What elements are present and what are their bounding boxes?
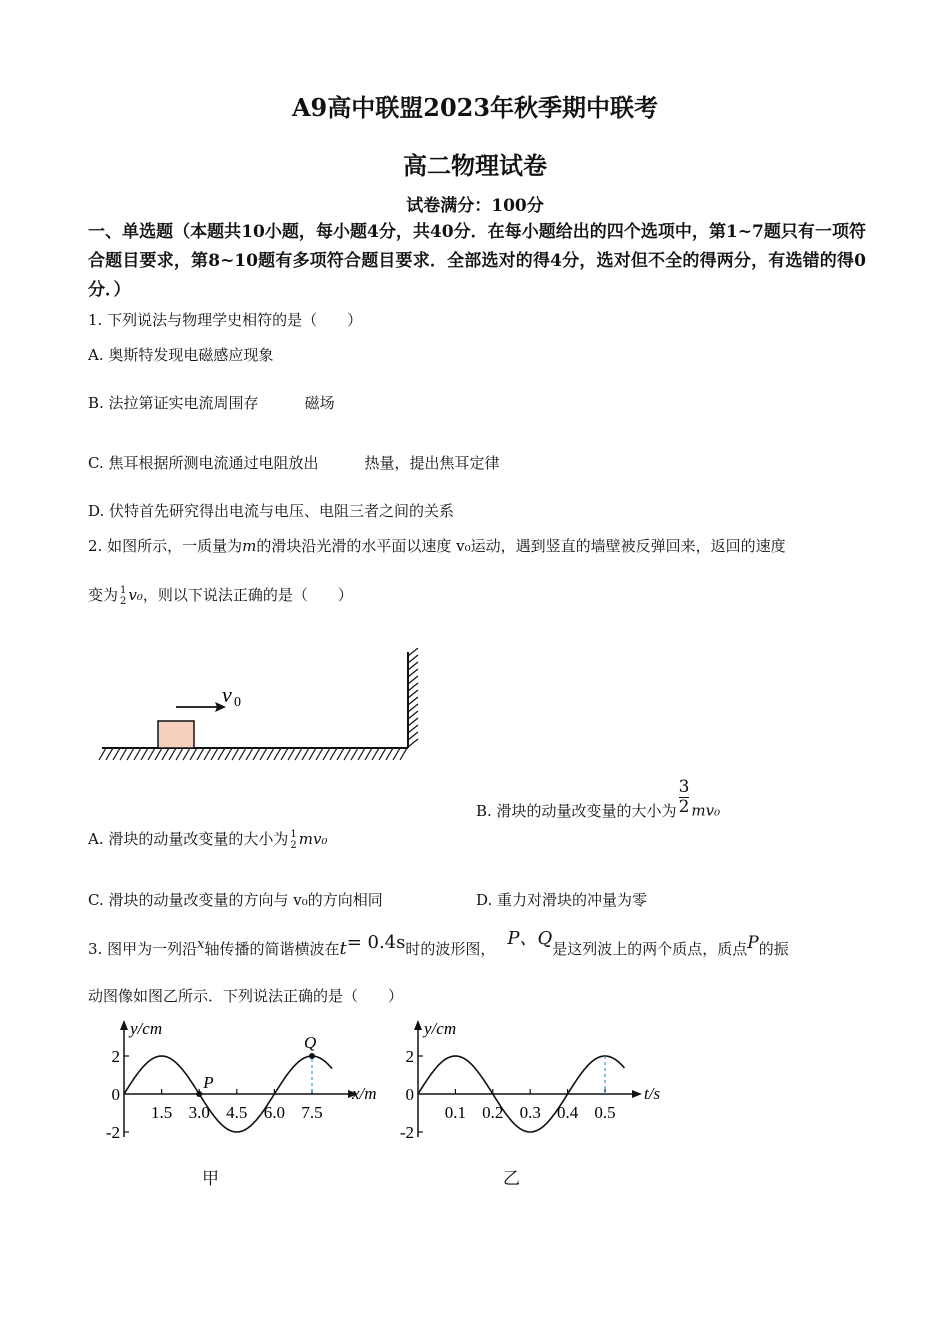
ground-hatch-line <box>351 748 358 760</box>
ground-hatch-line <box>239 748 246 760</box>
exam-title: A9高中联盟2023年秋季期中联考 <box>291 93 659 122</box>
ground-hatch-line <box>274 748 281 760</box>
q2-option-c: C. 滑块的动量改变量的方向与 v₀的方向相同 <box>88 891 383 909</box>
graph-a-caption: 甲 <box>202 1169 219 1189</box>
ground-hatch-line <box>288 748 295 760</box>
graph-b-caption: 乙 <box>503 1169 520 1189</box>
wall-hatch-line <box>408 683 418 691</box>
velocity-label-sub: 0 <box>234 695 241 710</box>
ground-hatch-line <box>295 748 302 760</box>
wave-x-tick-label: 6.0 <box>263 1103 286 1122</box>
ground-hatch-line <box>246 748 253 760</box>
q2-option-a: A. 滑块的动量改变量的大小为 1 2 mv₀ <box>88 829 328 851</box>
ground-hatch-line <box>211 748 218 760</box>
section-heading: 一、单选题（本题共10小题，每小题4分，共40分．在每小题给出的四个选项中，第1~7题只有一项符合题目要求，第8~10题有多项符合题目要求．全部选对的得4分，选对但不全的得两分，有选错的得0分．） <box>88 222 866 300</box>
q1-option-d: D. 伏特首先研究得出电流与电压、电阻三者之间的关系 <box>88 502 455 520</box>
ground-hatch-line <box>232 748 239 760</box>
ground-hatch-line <box>113 748 120 760</box>
ground-hatch-line <box>281 748 288 760</box>
wave-graph <box>96 1012 396 1152</box>
wave-x-tick-label: 3.0 <box>188 1103 210 1122</box>
ground-hatch-line <box>148 748 155 760</box>
ground-hatch-line <box>106 748 113 760</box>
q1-option-b-part2: 磁场 <box>304 394 335 412</box>
ground-hatch-line <box>225 748 232 760</box>
q1-option-c-part1: C. 焦耳根据所测电流通过电阻放出 <box>88 454 319 472</box>
q1-option-b <box>88 392 335 413</box>
wave-x-tick-label: 1.5 <box>150 1103 173 1122</box>
wall-hatch-line <box>408 697 418 705</box>
q2-option-a-fraction: 1 2 <box>290 829 297 851</box>
vib-y-label: y/cm <box>424 1019 457 1038</box>
wave-y-arrow <box>120 1020 128 1030</box>
ground-hatch-line <box>190 748 197 760</box>
vib-x-tick-label: 0.4 <box>556 1103 579 1122</box>
q2-stem-line1 <box>88 535 786 556</box>
ground-hatch-line <box>218 748 225 760</box>
wall-hatch-line <box>408 711 418 719</box>
ground-hatch-line <box>127 748 134 760</box>
q2-mass-symbol: m <box>242 537 257 555</box>
wave-x-tick-label: 7.5 <box>301 1103 323 1122</box>
ground-hatch-line <box>309 748 316 760</box>
wave-y-label: y/cm <box>130 1019 163 1038</box>
ground-hatch-line <box>386 748 393 760</box>
vib-y-tick-label: -2 <box>399 1123 414 1142</box>
point-p-label: P <box>203 1073 214 1092</box>
slider-block <box>158 721 194 748</box>
q2-stem-c: 变为 <box>88 586 119 604</box>
velocity-label: v <box>222 682 232 707</box>
ground-hatch-line <box>358 748 365 760</box>
wall-hatch-line <box>408 718 418 726</box>
wall-hatch-line <box>408 655 418 663</box>
vib-x-label: t/s <box>644 1084 661 1103</box>
wall-hatch-line <box>408 676 418 684</box>
q2-stem-d: ，则以下说法正确的是（ ） <box>142 586 353 604</box>
wave-y-tick-label: 2 <box>111 1047 120 1066</box>
q1-option-b-part1: B. 法拉第证实电流周围存 <box>88 394 259 412</box>
ground-hatch-line <box>134 748 141 760</box>
ground-hatch-line <box>141 748 148 760</box>
q2-fraction-half: 1 2 <box>120 585 127 607</box>
q2-figure <box>96 648 426 768</box>
ground-hatch-line <box>120 748 127 760</box>
q2-option-b: B. 滑块的动量改变量的大小为 $\frac{3}{2}$ mv₀ <box>476 777 721 820</box>
wave-y-tick-label: 0 <box>111 1085 120 1104</box>
point-q-dot <box>309 1053 315 1059</box>
vib-x-tick-label: 0.3 <box>519 1103 541 1122</box>
ground-hatch-line <box>267 748 274 760</box>
ground-hatch-line <box>379 748 386 760</box>
vib-x-tick-label: 0.1 <box>444 1103 467 1122</box>
point-q-label: Q <box>304 1033 317 1052</box>
vibration-graph <box>392 1012 682 1152</box>
wave-x-tick-label: 4.5 <box>226 1103 248 1122</box>
ground-hatch-line <box>260 748 267 760</box>
q1-option-c <box>88 452 500 473</box>
vib-x-arrow <box>632 1090 642 1098</box>
vib-y-arrow <box>414 1020 422 1030</box>
q2-option-b-fraction: $\frac{3}{2}$ <box>678 777 690 817</box>
full-score: 试卷满分：100分 <box>406 196 544 216</box>
q3-stem-line2: 动图像如图乙所示．下列说法正确的是（ ） <box>88 987 404 1005</box>
ground-hatch-line <box>155 748 162 760</box>
wall-hatch-line <box>408 662 418 670</box>
ground-hatch-line <box>169 748 176 760</box>
ground-hatch-line <box>183 748 190 760</box>
ground-hatch-line <box>176 748 183 760</box>
q1-stem: 1. 下列说法与物理学史相符的是（ ） <box>88 311 363 329</box>
ground-hatch-line <box>344 748 351 760</box>
ground-hatch-line <box>253 748 260 760</box>
vib-y-tick-label: 0 <box>405 1085 414 1104</box>
ground-hatch-line <box>99 748 106 760</box>
vib-y-tick-label: 2 <box>405 1047 414 1066</box>
wall-hatch-line <box>408 704 418 712</box>
ground-hatch-line <box>330 748 337 760</box>
wall-hatch-line <box>408 690 418 698</box>
ground-hatch-line <box>204 748 211 760</box>
wall-hatch-line <box>408 732 418 740</box>
ground-hatch-line <box>323 748 330 760</box>
q3-stem-line1: 3. 图甲为一列沿$^x$轴传播的简谐横波在t= 0.4s时的波形图， P、Q是这列波上的两个质点，质点P的振 <box>88 928 789 959</box>
wall-hatch-line <box>408 739 418 747</box>
wall-hatch-line <box>408 725 418 733</box>
q2-stem-b: 的滑块沿光滑的水平面以速度 v₀运动，遇到竖直的墙壁被反弹回来，返回的速度 <box>256 537 786 555</box>
point-p-dot <box>196 1091 202 1097</box>
ground-hatch-line <box>302 748 309 760</box>
ground-hatch-line <box>316 748 323 760</box>
q2-stem-line2 <box>88 584 353 607</box>
wall-hatch <box>408 648 418 747</box>
ground-hatch-line <box>162 748 169 760</box>
ground-hatch-line <box>372 748 379 760</box>
q2-option-d: D. 重力对滑块的冲量为零 <box>476 891 648 909</box>
q3-x-axis-symbol: x <box>197 937 205 952</box>
wall-hatch-line <box>408 669 418 677</box>
ground-hatch-line <box>400 748 407 760</box>
wave-y-tick-label: -2 <box>105 1123 120 1142</box>
ground-hatch-line <box>337 748 344 760</box>
wall-hatch-line <box>408 648 418 656</box>
q2-stem-a: 2. 如图所示，一质量为 <box>88 537 243 555</box>
wave-x-label: x/m <box>352 1084 377 1103</box>
ground-hatch-line <box>197 748 204 760</box>
ground-hatch <box>99 748 407 760</box>
vib-x-tick-label: 0.2 <box>482 1103 504 1122</box>
vib-x-tick-label: 0.5 <box>594 1103 616 1122</box>
exam-subtitle: 高二物理试卷 <box>403 151 547 180</box>
ground-hatch-line <box>365 748 372 760</box>
ground-hatch-line <box>393 748 400 760</box>
q1-option-a: A. 奥斯特发现电磁感应现象 <box>88 346 274 364</box>
q1-option-c-part2: 热量，提出焦耳定律 <box>364 454 500 472</box>
q2-v0: v₀ <box>128 586 143 604</box>
